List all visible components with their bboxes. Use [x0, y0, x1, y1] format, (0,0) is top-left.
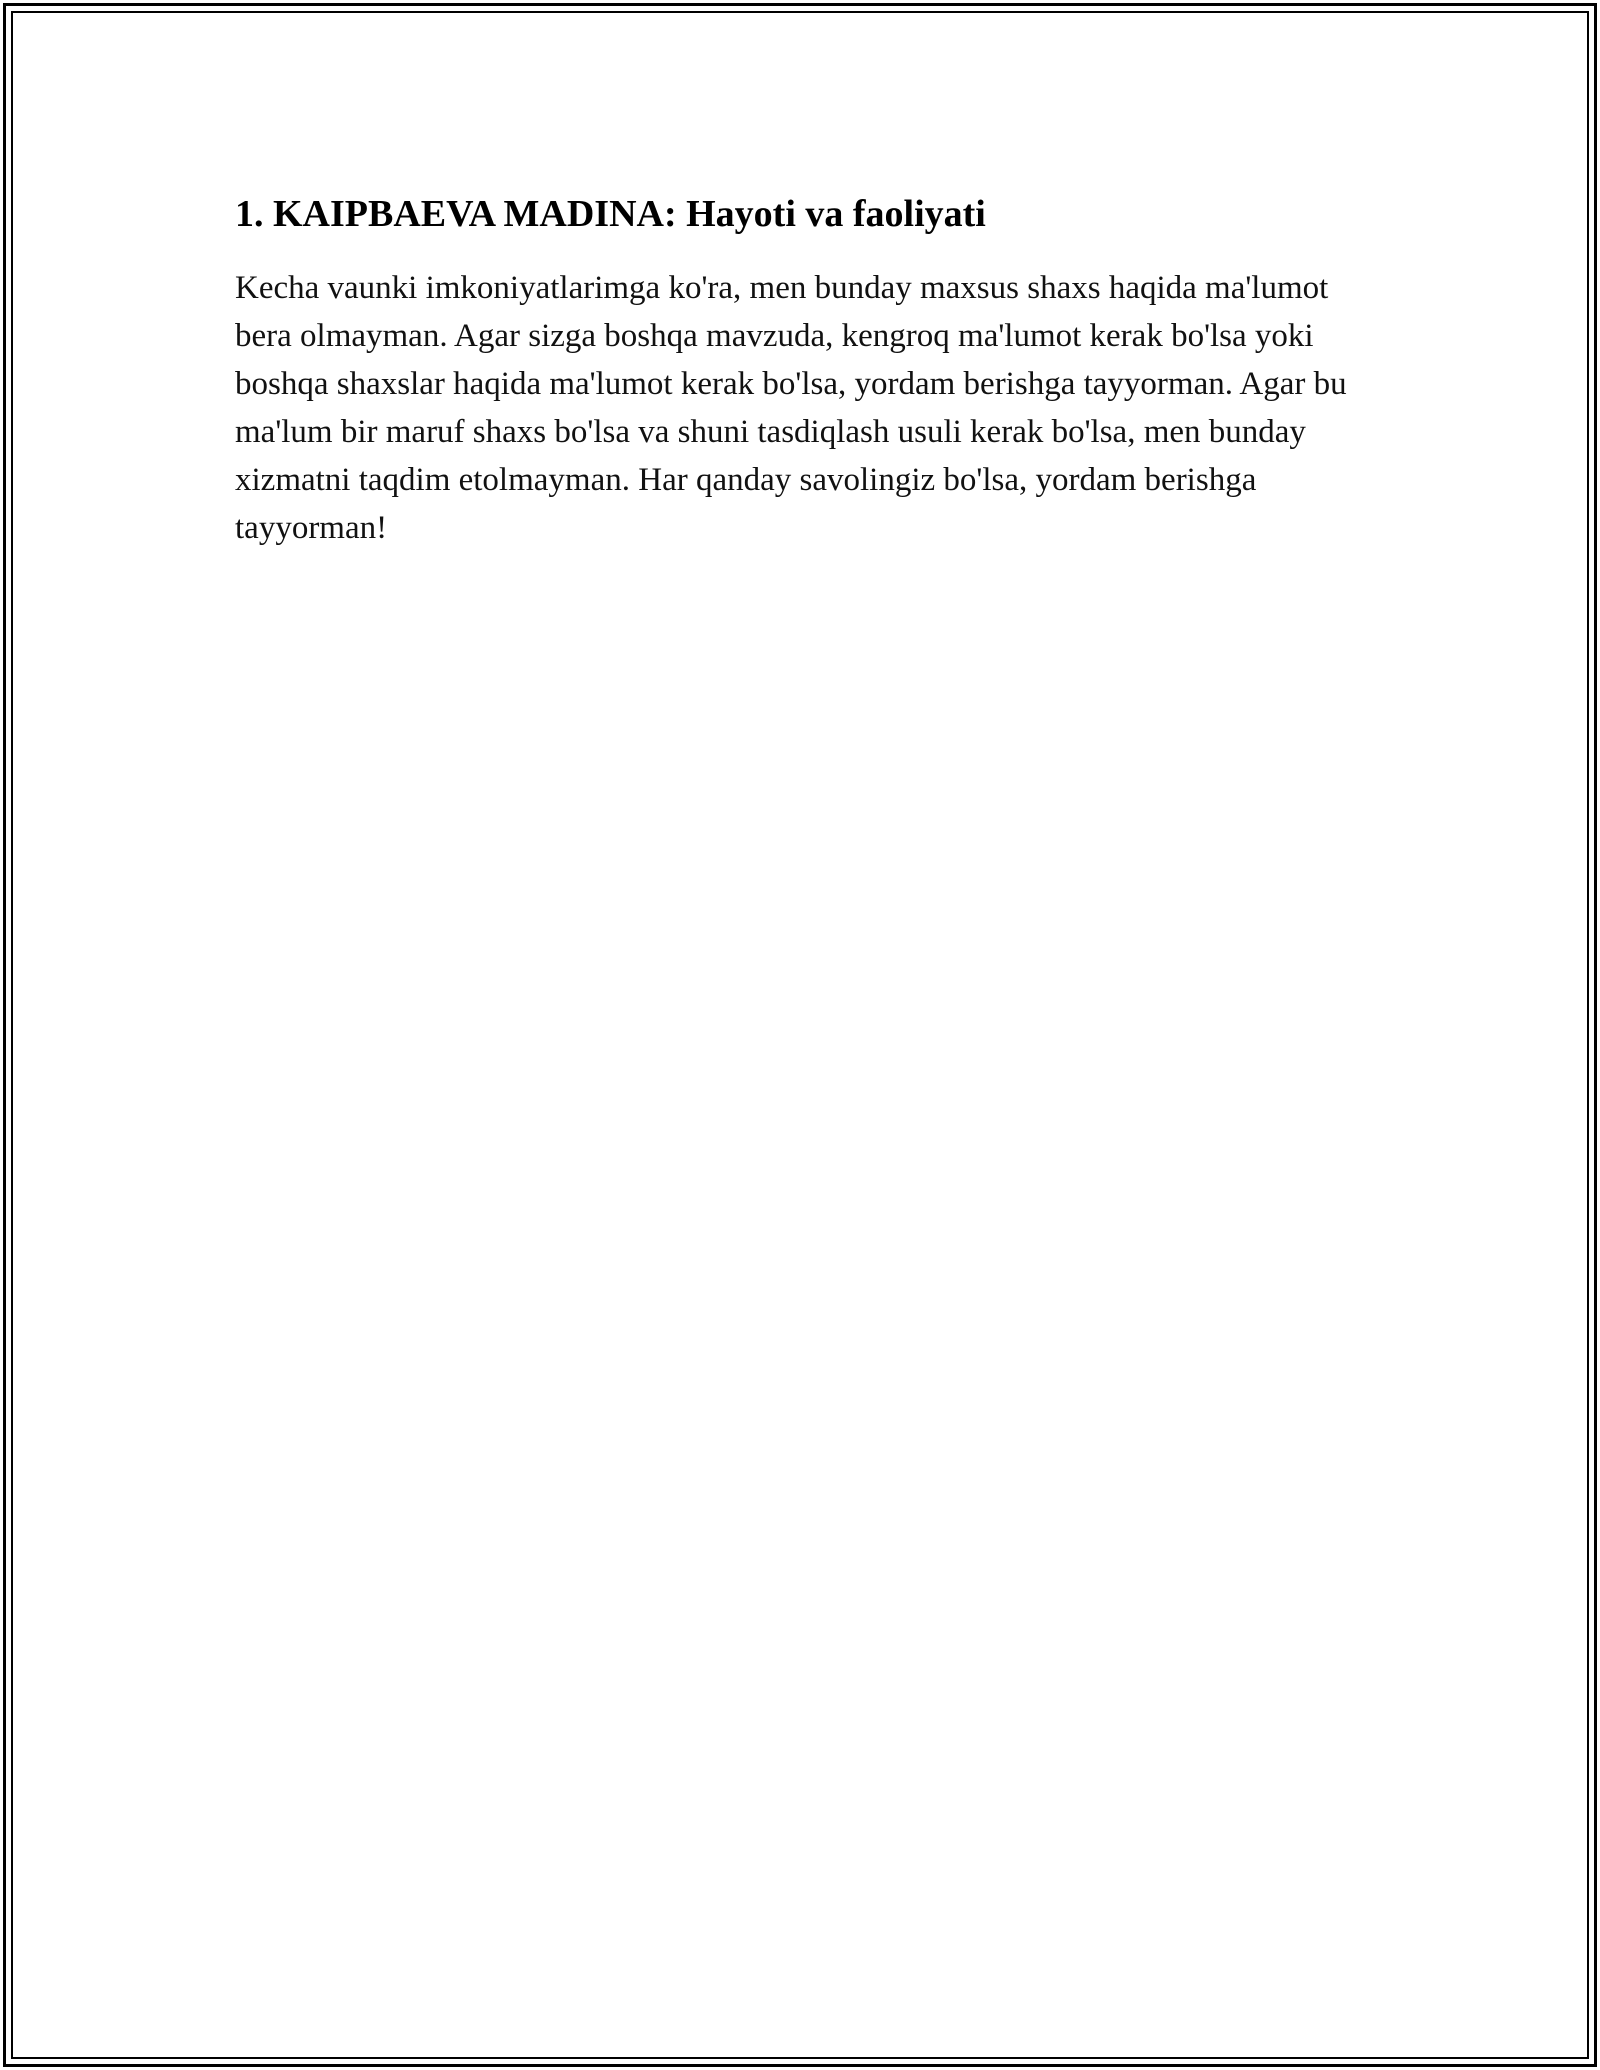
document-body [235, 188, 1365, 552]
section-heading: 1. KAIPBAEVA MADINA: Hayoti va faoliyati [235, 193, 986, 235]
section-paragraph: Kecha vaunki imkoniyatlarimga ko'ra, men bunday maxsus shaxs haqida ma'lumot bera olmayman. Agar sizga boshqa mavzuda, kengroq ma'lumot kerak bo'lsa yoki boshqa shaxslar haqida ma'lumot kerak bo'lsa, yordam berishga tayyorman. Agar bu ma'lum bir maruf shaxs bo'lsa va shuni tasdiqlash usuli kerak bo'lsa, men bunday xizmatni taqdim etolmayman. Har qanday savolingiz bo'lsa, yordam berishga tayyorman! [235, 270, 1347, 546]
